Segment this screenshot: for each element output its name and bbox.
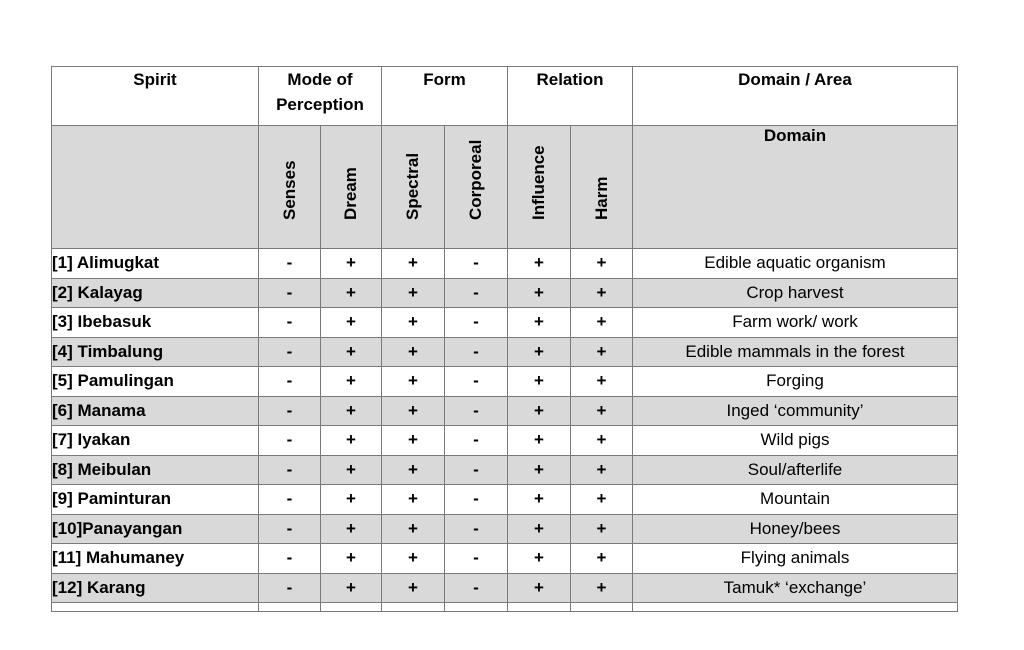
harm-cell: + (571, 278, 633, 308)
table-row (52, 573, 958, 603)
subheader-senses-label: Senses (279, 160, 299, 220)
header-relation: Relation (508, 67, 633, 126)
subheader-empty (52, 126, 259, 249)
continuation-cell (633, 603, 958, 612)
continuation-cell (259, 603, 321, 612)
domain-cell: Inged ‘community’ (633, 396, 958, 426)
corporeal-cell: - (445, 396, 508, 426)
table-row (52, 337, 958, 367)
harm-cell: + (571, 485, 633, 515)
domain-cell: Edible mammals in the forest (633, 337, 958, 367)
dream-cell: + (321, 367, 382, 397)
senses-cell: - (259, 367, 321, 397)
subheader-harm-label: Harm (591, 176, 611, 220)
senses-cell: - (259, 426, 321, 456)
subheader-senses (259, 126, 321, 249)
table-row (52, 485, 958, 515)
influence-cell: + (508, 396, 571, 426)
continuation-cell (382, 603, 445, 612)
spectral-cell: + (382, 396, 445, 426)
table-row (52, 249, 958, 279)
spirit-name: [11] Mahumaney (52, 544, 259, 574)
subheader-spectral-label: Spectral (403, 152, 422, 220)
harm-cell: + (571, 544, 633, 574)
spectral-cell: + (382, 367, 445, 397)
table-row (52, 426, 958, 456)
senses-cell: - (259, 278, 321, 308)
influence-cell: + (508, 455, 571, 485)
subheader-harm (571, 126, 633, 249)
spirit-name: [1] Alimugkat (52, 249, 259, 279)
header-mode-of-perception (259, 67, 382, 126)
corporeal-cell: - (445, 455, 508, 485)
influence-cell: + (508, 249, 571, 279)
spirit-name: [9] Paminturan (52, 485, 259, 515)
spirit-table (51, 66, 958, 612)
spirit-name: [10]Panayangan (52, 514, 259, 544)
subheader-dream-label: Dream (341, 167, 360, 220)
harm-cell: + (571, 337, 633, 367)
influence-cell: + (508, 426, 571, 456)
senses-cell: - (259, 485, 321, 515)
subheader-influence (508, 126, 571, 249)
harm-cell: + (571, 308, 633, 338)
corporeal-cell: - (445, 337, 508, 367)
spectral-cell: + (382, 544, 445, 574)
influence-cell: + (508, 308, 571, 338)
subheader-domain: Domain (633, 126, 958, 249)
header-form: Form (382, 67, 508, 126)
spirit-name: [7] Iyakan (52, 426, 259, 456)
domain-cell: Soul/afterlife (633, 455, 958, 485)
harm-cell: + (571, 514, 633, 544)
dream-cell: + (321, 337, 382, 367)
corporeal-cell: - (445, 249, 508, 279)
senses-cell: - (259, 249, 321, 279)
senses-cell: - (259, 455, 321, 485)
influence-cell: + (508, 337, 571, 367)
continuation-cell (321, 603, 382, 612)
dream-cell: + (321, 485, 382, 515)
harm-cell: + (571, 396, 633, 426)
corporeal-cell: - (445, 544, 508, 574)
dream-cell: + (321, 514, 382, 544)
continuation-cell (508, 603, 571, 612)
domain-cell: Wild pigs (633, 426, 958, 456)
header-spirit: Spirit (52, 67, 259, 126)
corporeal-cell: - (445, 485, 508, 515)
table-row-continuation (52, 603, 958, 612)
dream-cell: + (321, 308, 382, 338)
corporeal-cell: - (445, 426, 508, 456)
senses-cell: - (259, 573, 321, 603)
harm-cell: + (571, 573, 633, 603)
spectral-cell: + (382, 337, 445, 367)
domain-cell: Farm work/ work (633, 308, 958, 338)
spectral-cell: + (382, 573, 445, 603)
harm-cell: + (571, 426, 633, 456)
harm-cell: + (571, 249, 633, 279)
domain-cell: Tamuk* ‘exchange’ (633, 573, 958, 603)
influence-cell: + (508, 544, 571, 574)
table-row (52, 278, 958, 308)
subheader-corporeal (445, 126, 508, 249)
spectral-cell: + (382, 455, 445, 485)
senses-cell: - (259, 337, 321, 367)
spirit-name: [6] Manama (52, 396, 259, 426)
dream-cell: + (321, 573, 382, 603)
spirit-name: [8] Meibulan (52, 455, 259, 485)
table-row (52, 544, 958, 574)
harm-cell: + (571, 367, 633, 397)
spectral-cell: + (382, 249, 445, 279)
domain-cell: Mountain (633, 485, 958, 515)
dream-cell: + (321, 396, 382, 426)
influence-cell: + (508, 485, 571, 515)
influence-cell: + (508, 573, 571, 603)
header-row-groups (52, 67, 958, 126)
spectral-cell: + (382, 426, 445, 456)
table-row (52, 396, 958, 426)
dream-cell: + (321, 426, 382, 456)
subheader-influence-label: Influence (529, 145, 548, 220)
continuation-cell (571, 603, 633, 612)
harm-cell: + (571, 455, 633, 485)
corporeal-cell: - (445, 367, 508, 397)
dream-cell: + (321, 544, 382, 574)
corporeal-cell: - (445, 514, 508, 544)
spectral-cell: + (382, 278, 445, 308)
header-row-subcolumns (52, 126, 958, 249)
subheader-dream (321, 126, 382, 249)
table-row (52, 455, 958, 485)
senses-cell: - (259, 544, 321, 574)
spirit-name: [12] Karang (52, 573, 259, 603)
domain-cell: Honey/bees (633, 514, 958, 544)
domain-cell: Flying animals (633, 544, 958, 574)
senses-cell: - (259, 308, 321, 338)
influence-cell: + (508, 278, 571, 308)
spirit-name: [3] Ibebasuk (52, 308, 259, 338)
table-row (52, 367, 958, 397)
senses-cell: - (259, 514, 321, 544)
spirit-name: [2] Kalayag (52, 278, 259, 308)
continuation-cell (52, 603, 259, 612)
spirit-name: [5] Pamulingan (52, 367, 259, 397)
dream-cell: + (321, 249, 382, 279)
corporeal-cell: - (445, 278, 508, 308)
spectral-cell: + (382, 308, 445, 338)
continuation-cell (445, 603, 508, 612)
header-domain-area: Domain / Area (633, 67, 958, 126)
domain-cell: Crop harvest (633, 278, 958, 308)
subheader-spectral (382, 126, 445, 249)
dream-cell: + (321, 455, 382, 485)
senses-cell: - (259, 396, 321, 426)
subheader-corporeal-label: Corporeal (466, 139, 485, 220)
table-row (52, 514, 958, 544)
corporeal-cell: - (445, 308, 508, 338)
influence-cell: + (508, 514, 571, 544)
domain-cell: Forging (633, 367, 958, 397)
header-mode-text: Mode of Perception (276, 70, 364, 114)
spectral-cell: + (382, 485, 445, 515)
domain-cell: Edible aquatic organism (633, 249, 958, 279)
spirit-name: [4] Timbalung (52, 337, 259, 367)
spectral-cell: + (382, 514, 445, 544)
influence-cell: + (508, 367, 571, 397)
dream-cell: + (321, 278, 382, 308)
table-row (52, 308, 958, 338)
corporeal-cell: - (445, 573, 508, 603)
